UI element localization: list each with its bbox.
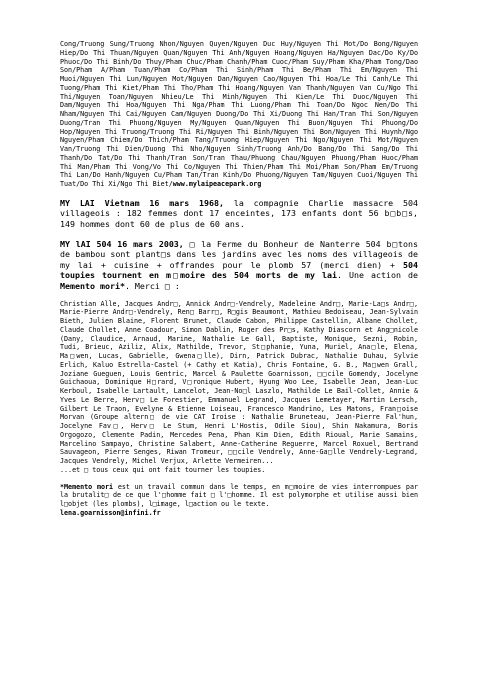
paragraph-2003-text: □ la Ferme du Bonheur de Nanterre 504 b□tons de bambou sont plant□s dans les jardins avec les noms des villageois de my lai + cuisine + offrandes pour le plomb 57 (merci dien) + xyxy=(60,238,418,270)
paragraph-2003-heading: MY lAI 504 16 mars 2003, xyxy=(60,238,184,249)
memento-mori-highlight: Memento mori* xyxy=(60,280,125,291)
paragraph-2003 xyxy=(60,239,418,292)
paragraph-1968 xyxy=(60,198,418,230)
footer-heading: *Memento mori xyxy=(60,482,114,491)
document-page xyxy=(60,40,418,518)
paragraph-2003-text-3: . Merci □ : xyxy=(124,280,180,291)
footer-note xyxy=(60,483,418,518)
peace-park-link[interactable]: www.mylaipeacepark.org xyxy=(172,180,262,188)
paragraph-1968-text: la compagnie Charlie massacre 504 villageois : 182 femmes dont 17 enceintes, 173 enfants dont 56 b□b□s, 149 hommes dont 60 de plus de 60 ans. xyxy=(60,197,418,229)
toupies-highlight: 504 toupies tournent en m□moire des 504 morts de my lai xyxy=(60,259,418,281)
contact-email-link[interactable]: lena.goarnisson@infini.fr xyxy=(60,508,161,517)
footer-text: est un travail commun dans le temps, en m□moire de vies interrompues par la brutalit□ de ce que l'□homme fait □ l'□homme. Il est polymorphe et utilise aussi bien l□objet (les plombs), l□image, l□action ou le texte. xyxy=(60,482,418,508)
paragraph-1968-heading: MY LAI Vietnam 16 mars 1968, xyxy=(60,197,225,208)
closing-line: ...et □ tous ceux qui ont fait tourner les toupies. xyxy=(60,465,266,474)
names-text: Cong/Truong Sung/Truong Nhon/Nguyen Quyen/Nguyen Duc Huy/Nguyen Thi Mot/Do Bong/Nguyen Hiep/Do Thi Thuan/Nguyen Quan/Nguyen Thi Anh/Nguyen Hoang/Nguyen Ha/Nguyen Dac/Do Ky/Do Phuoc/Do Thi Binh/Do Thuy/Pham Chuc/Pham Chanh/Pham Cuoc/Pham Suy/Pham Kha/Pham Tong/Dao Son/Pham A/Pham Tuan/Pham Co/Pham Thi Sinh/Pham Thi Be/Pham Thi Em/Nguyen Thi Muoi/Nguyen Thi Lun/Nguyen Mot/Nguyen Dan/Nguyen Cao/Nguyen Thi Hoa/Le Thi Canh/Le Thi Tuong/Pham Thi Kiet/Pham Thi Tho/Pham Thi Hoang/Nguyen Van Thanh/Nguyen Van Cu/Ngo Thi Thi/Nguyen Toan/Nguyen Nhieu/Le Thi Minh/Nguyen Thi Kien/Le Thi Duoc/Nguyen Thi Dam/Nguyen Thi Hoa/Nguyen Thi Nga/Pham Thi Luong/Pham Thi Toan/Do Ngoc Nen/Do Thi Nham/Nguyen Thi Cai/Nguyen Cam/Nguyen Duong/Do Thi Xi/Duong Thi Han/Tran Thi Son/Nguyen Duong/Tran Thi Phuong/Nguyen My/Nguyen Quan/Nguyen Thi Buon/Nguyen Thi Phuong/Do Hop/Nguyen Thi Truong/Truong Thi Ri/Nguyen Thi Binh/Nguyen Thi Bon/Nguyen Thi Huynh/Ngo Nguyen/Pham Chiem/Do Thich/Pham Tang/Truong Hiep/Nguyen Thi Ngo/Nguyen Thi Mot/Nguyen Van/Truong Thi Dien/Duong Thi Nho/Nguyen Sinh/Truong Anh/Do Bang/Do Thi Sang/Do Thi Thanh/Do Tat/Do Thi Thanh/Tran Son/Tran Thau/Phuong Chau/Nguyen Phuong/Pham Huoc/Pham Thi Man/Pham Thi Vong/Vo Thi Co/Nguyen Thi Thien/Pham Thi Moi/Pham Son/Pham Em/Truong Thi Lan/Do Hanh/Nguyen Cu/Pham Tan/Tran Kinh/Do Phuong/Nguyen Tam/Nguyen Cuoi/Nguyen Thi Tuat/Do Thi Xi/Ngo Thi Biet/ xyxy=(60,40,418,188)
victims-names-list xyxy=(60,40,418,189)
credits-list: Christian Alle, Jacques Andr□, Annick Andr□-Vendrely, Madeleine Andr□, Marie-La□s Andr□, Marie-Pierre Andr□-Vendrely, Ren□ Barr□, R□gis Beaumont, Mathieu Bedoiseau, Jean-Sylvain Bieth, Julien Blaine, Florent Brunet, Claude Cabon, Philippe Castellin, Albane Chollet, Claude Chollet, Anne Coadour, Simon Dablin, Roger des Pr□s, Kathy Diascorn et Ang□nicole (Dany, Claudice, Arnaud, Marine, Nathalie Le Gall, Baptiste, Monique, Sezni, Robin, Tudi, Brieuc, Aziliz, Alix, Mathilde, Trevor, St□phanie, Yuna, Muriel, Ana□le, Elena, Ma□wen, Lucas, Gabrielle, Gwena□lle), Dirn, Patrick Dubrac, Nathalie Duhau, Sylvie Erlich, Kaluo Estrella-Castel (+ Cathy et Katia), Chris Fontaine, G. B., Ma□wen Grall, Joziane Gueguen, Louis Gentric, Marcel & Paulette Goarnisson, □□cile Gomendy, Jocelyne Guichaoua, Dominique H□rard, V□ronique Hubert, Hyung Woo Lee, Isabelle Jean, Jean-Luc Kerboul, Isabelle Lartault, Lancelot, Jean-No□l Laszlo, Mathilde Le Bail-Collet, Annie & Yves Le Berre, Herv□ Le Forestier, Emmanuel Legrand, Jacques Lemetayer, Martin Lersch, Gilbert Le Traon, Evelyne & Etienne Loiseau, Francesco Mandrino, Les Matons, Fran□oise Morvan (Groupe altern□ de vie CAT Iroise : Nathalie Bruneteau, Jean-Pierre Fal'hun, Jocelyne Fav□, Herv□ Le Stum, Henri L'Hostis, Odile Siou), Shin Nakamura, Boris Orgogozo, Clemente Padin, Mercedes Pena, Phan Kim Dien, Edith Rioual, Marie Samains, Marcelino Sampayo, Christine Salabert, Anne-Catherine Reguerre, Marcel Roxuel, Bertrand Sauvageon, Pierre Senges, Riwan Tromeur, □□cile Vendrely, Anne-Ga□lle Vendrely-Legrand, Jacques Vendrely, Michel Verjux, Arlette Vermeiren... xyxy=(60,299,418,465)
paragraph-2003-text-2: . Une action de xyxy=(337,270,418,281)
